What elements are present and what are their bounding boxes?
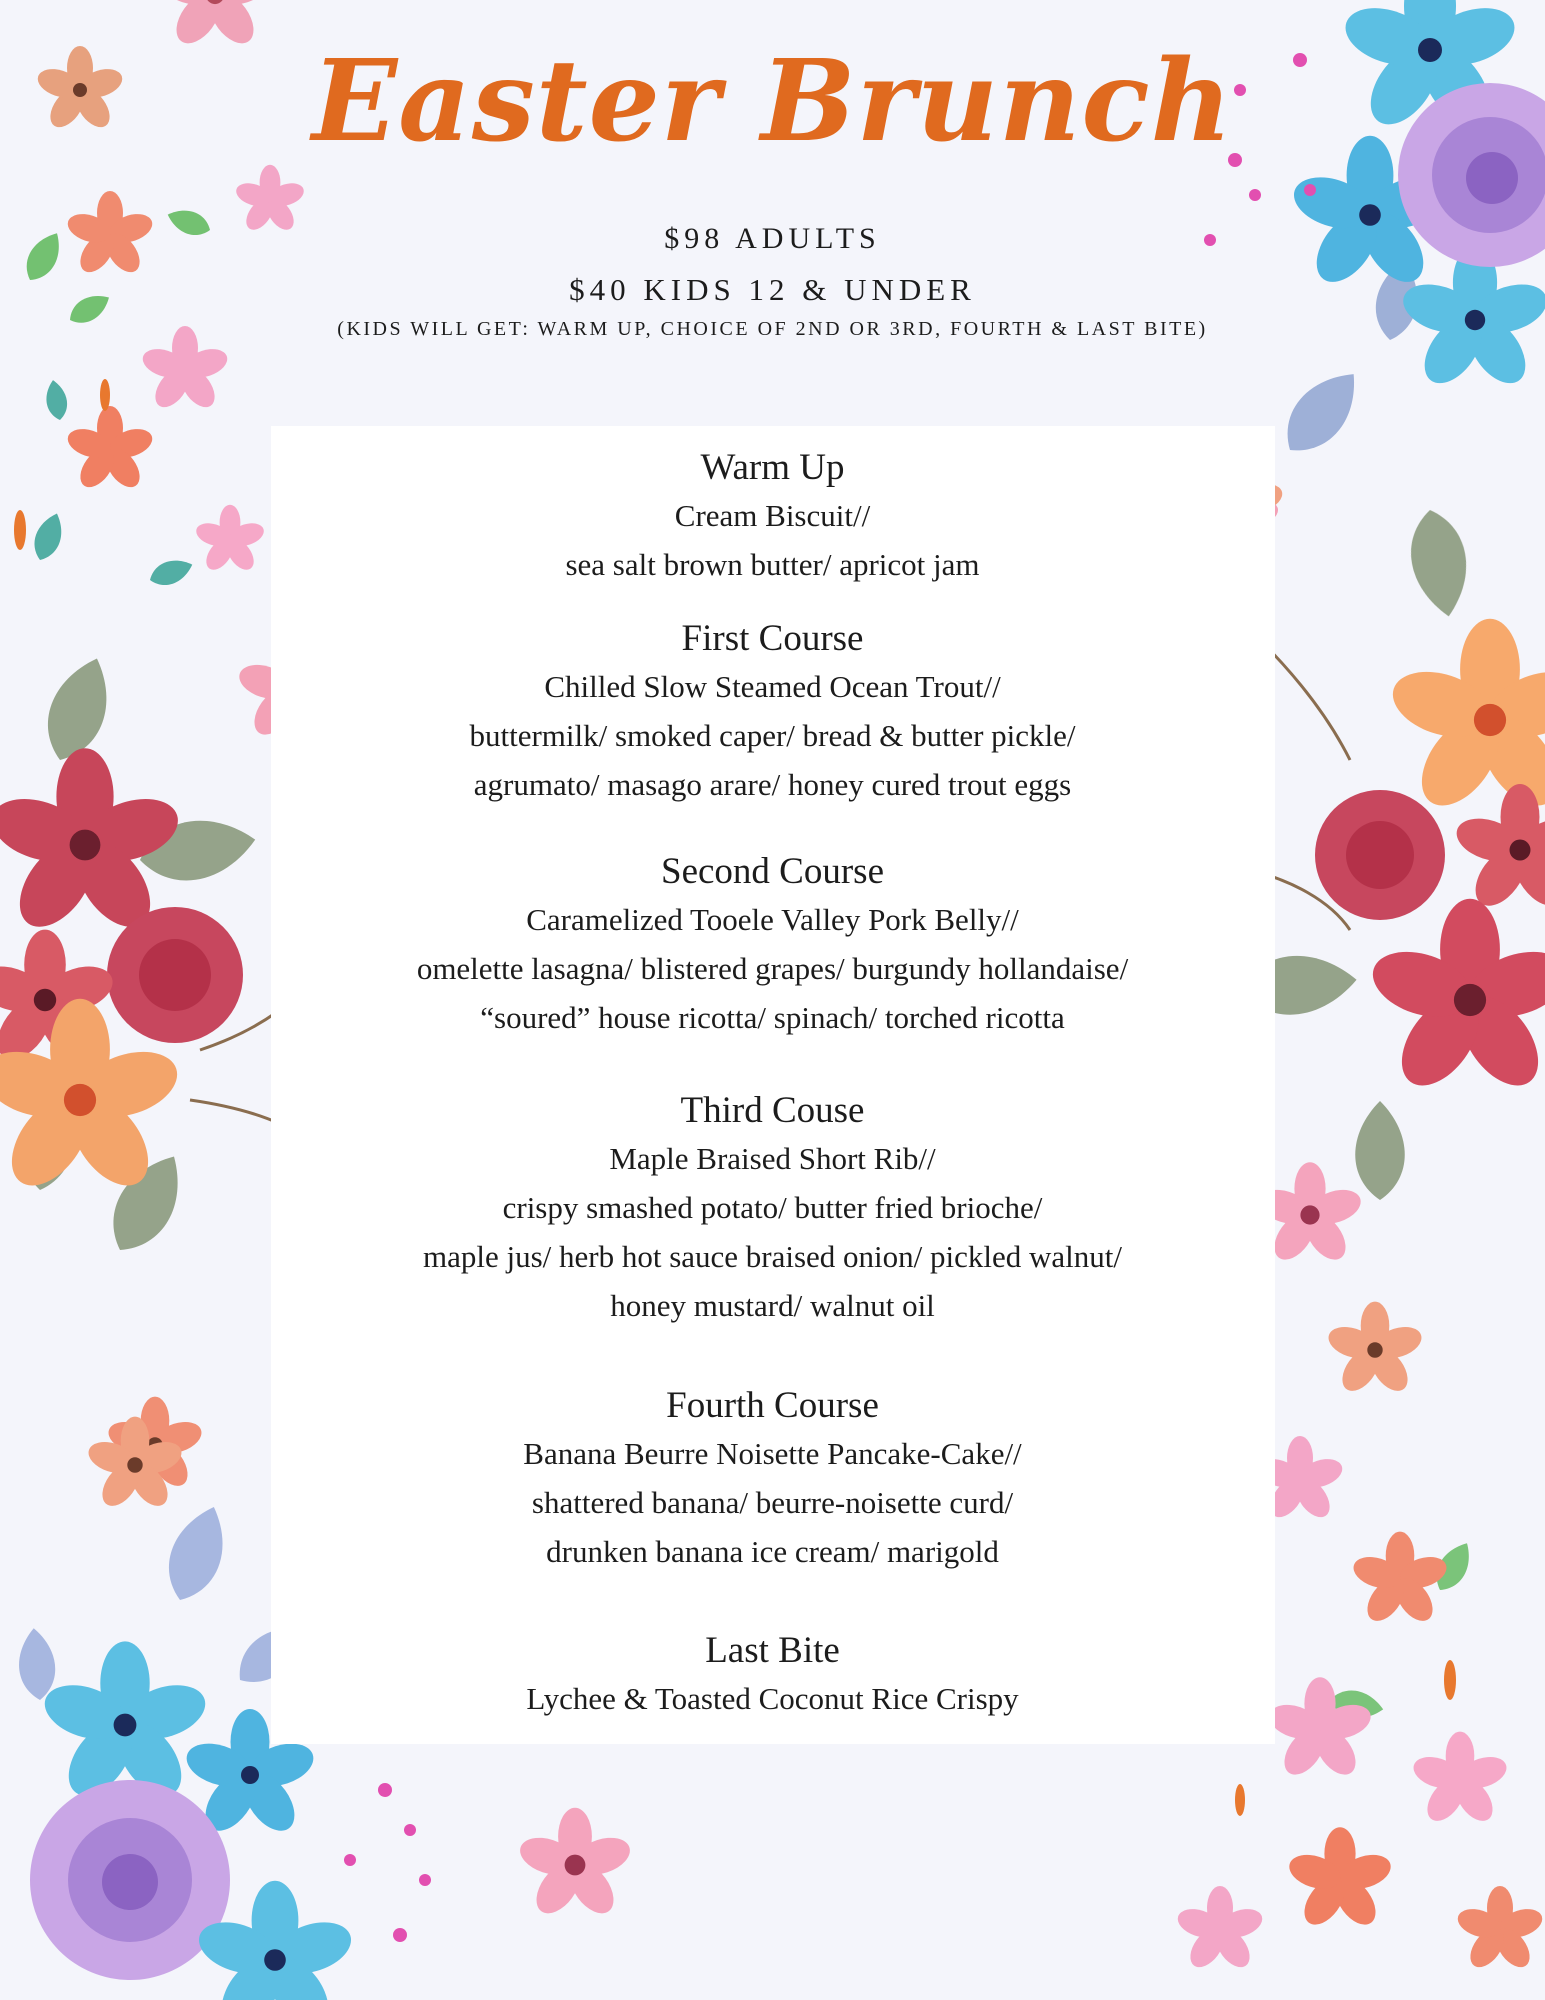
course-warm-up [0, 444, 1545, 589]
course-line: Chilled Slow Steamed Ocean Trout// [544, 669, 1001, 704]
course-line: buttermilk/ smoked caper/ bread & butter pickle/ [469, 718, 1076, 753]
course-last-bite [0, 1627, 1545, 1723]
course-heading: Third Couse [680, 1090, 865, 1131]
menu-title: Easter Brunch [311, 36, 1234, 167]
course-third [0, 1087, 1545, 1330]
course-heading: Fourth Course [666, 1385, 879, 1426]
course-line: “soured” house ricotta/ spinach/ torched ricotta [480, 1000, 1065, 1035]
course-heading: Second Course [661, 851, 884, 892]
course-line: Banana Beurre Noisette Pancake-Cake// [523, 1436, 1022, 1471]
course-heading: Last Bite [705, 1630, 840, 1671]
course-line: crispy smashed potato/ butter fried brioche/ [502, 1190, 1043, 1225]
course-line: shattered banana/ beurre-noisette curd/ [531, 1485, 1014, 1520]
course-line: maple jus/ herb hot sauce braised onion/ pickled walnut/ [422, 1239, 1123, 1274]
course-line: honey mustard/ walnut oil [610, 1288, 935, 1323]
kids-note: (KIDS WILL GET: WARM UP, CHOICE OF 2ND OR 3RD, FOURTH & LAST BITE) [337, 318, 1208, 340]
course-line: Caramelized Tooele Valley Pork Belly// [526, 902, 1019, 937]
course-line: omelette lasagna/ blistered grapes/ burgundy hollandaise/ [416, 951, 1129, 986]
course-line: agrumato/ masago arare/ honey cured trout eggs [473, 767, 1072, 802]
course-heading: First Course [681, 618, 864, 659]
course-line: sea salt brown butter/ apricot jam [565, 547, 980, 582]
course-line: drunken banana ice cream/ marigold [546, 1534, 999, 1569]
kids-price: $40 KIDS 12 & UNDER [569, 272, 976, 307]
course-first [0, 615, 1545, 809]
course-fourth [0, 1382, 1545, 1576]
course-line: Cream Biscuit// [674, 498, 871, 533]
course-line: Maple Braised Short Rib// [609, 1141, 936, 1176]
course-second [0, 848, 1545, 1042]
adult-price: $98 ADULTS [664, 222, 881, 255]
course-heading: Warm Up [700, 447, 845, 488]
course-line: Lychee & Toasted Coconut Rice Crispy [526, 1681, 1019, 1716]
